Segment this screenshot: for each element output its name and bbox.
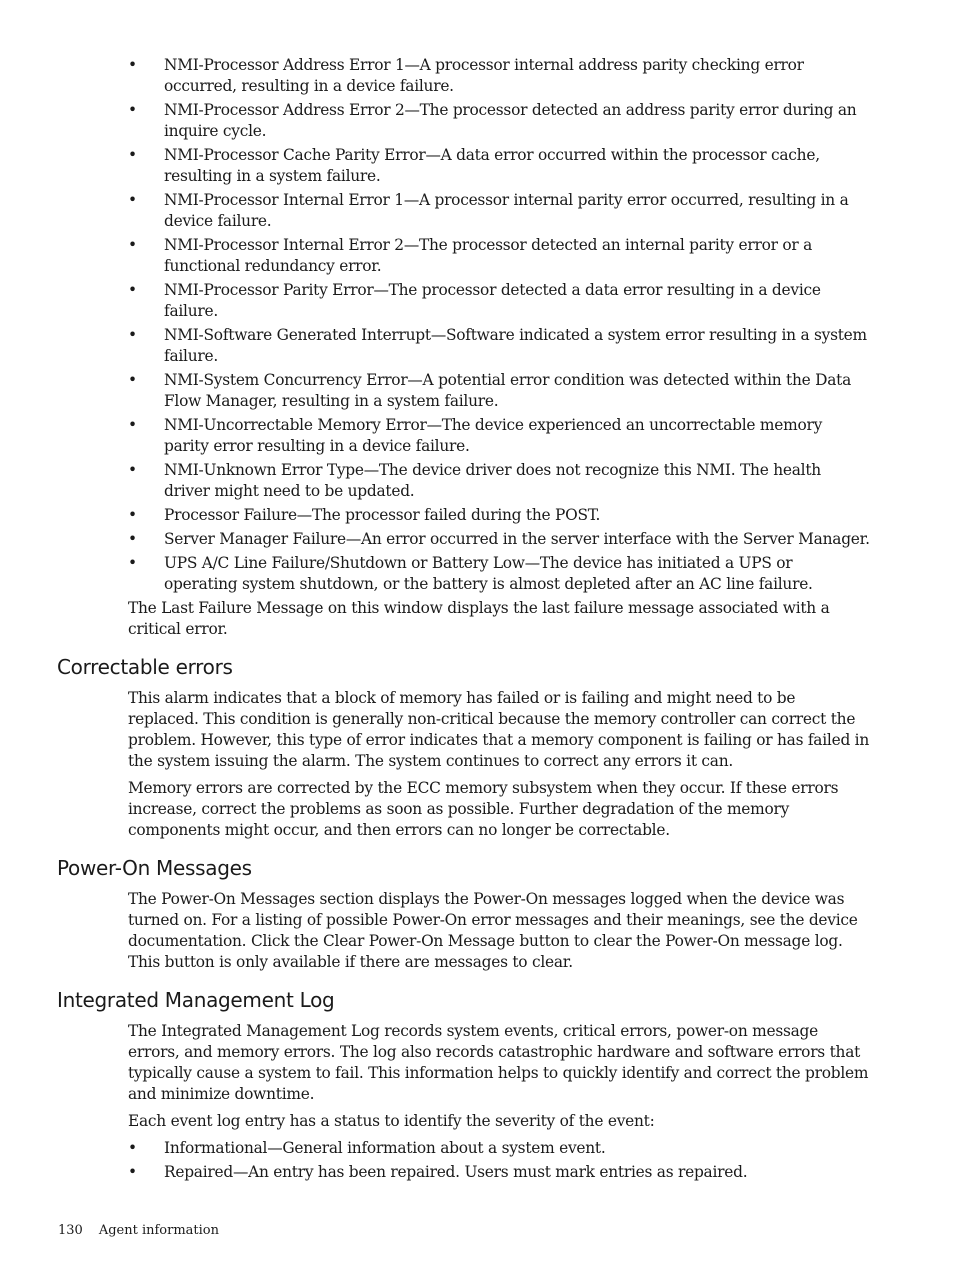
list-item-text: NMI-Software Generated Interrupt—Software indicated a system error resulting in a system failure. [164,326,867,365]
heading-correctable-errors: Correctable errors [57,655,233,679]
iml-paragraph-2: Each event log entry has a status to identify the severity of the event: [128,1112,655,1130]
list-item [128,190,870,232]
list-item [128,1162,870,1183]
list-item [128,235,870,277]
list-item-text: NMI-System Concurrency Error—A potential error condition was detected within the Data Flow Manager, resulting in a system failure. [164,371,852,410]
list-item [128,553,870,595]
page-number: 130 [58,1223,83,1238]
bullet-glyph: • [128,554,137,572]
list-item-text: Processor Failure—The processor failed during the POST. [164,506,601,524]
list-item-text: NMI-Unknown Error Type—The device driver does not recognize this NMI. The health driver might need to be updated. [164,461,821,500]
list-item-text: NMI-Processor Cache Parity Error—A data error occurred within the processor cache, resulting in a system failure. [164,146,820,185]
list-item [128,370,870,412]
list-item [128,415,870,457]
list-item [128,325,870,367]
list-item-text: Repaired—An entry has been repaired. Users must mark entries as repaired. [164,1163,748,1181]
list-item-text: Server Manager Failure—An error occurred in the server interface with the Server Manager. [164,530,870,548]
bullet-glyph: • [128,1163,137,1181]
iml-paragraph-1: The Integrated Management Log records system events, critical errors, power-on message errors, and memory errors. The log also records catastrophic hardware and software errors that typically cause a system to fail. This information helps to quickly identify and correct the problem and minimize downtime. [128,1022,869,1103]
list-item [128,505,870,526]
bullet-glyph: • [128,416,137,434]
list-item-text: NMI-Processor Address Error 1—A processor internal address parity checking error occurred, resulting in a device failure. [164,56,804,95]
last-failure-paragraph: The Last Failure Message on this window displays the last failure message associated with a critical error. [128,599,830,638]
event-status-list [128,1138,870,1183]
list-item [128,100,870,142]
page-footer [58,1222,219,1240]
bullet-glyph: • [128,506,137,524]
correctable-paragraph-2: Memory errors are corrected by the ECC memory subsystem when they occur. If these errors increase, correct the problems as soon as possible. Further degradation of the memory components might occur, and then errors can no longer be correctable. [128,779,839,839]
nmi-error-list [128,55,870,595]
heading-integrated-management-log: Integrated Management Log [57,988,335,1012]
list-item [128,55,870,97]
list-item [128,529,870,550]
bullet-glyph: • [128,101,137,119]
bullet-glyph: • [128,1139,137,1157]
bullet-glyph: • [128,371,137,389]
list-item [128,145,870,187]
list-item-text: NMI-Processor Internal Error 1—A processor internal parity error occurred, resulting in a device failure. [164,191,849,230]
heading-power-on-messages: Power-On Messages [57,856,252,880]
list-item-text: NMI-Processor Internal Error 2—The processor detected an internal parity error or a functional redundancy error. [164,236,813,275]
bullet-glyph: • [128,191,137,209]
bullet-glyph: • [128,56,137,74]
footer-section-title: Agent information [98,1223,220,1238]
correctable-paragraph-1: This alarm indicates that a block of memory has failed or is failing and might need to be replaced. This condition is generally non-critical because the memory controller can correct the problem. However, this type of error indicates that a memory component is failing or has failed in the system issuing the alarm. The system continues to correct any errors it can. [128,689,870,770]
power-on-paragraph: The Power-On Messages section displays the Power-On messages logged when the device was turned on. For a listing of possible Power-On error messages and their meanings, see the device documentation. Click the Clear Power-On Message button to clear the Power-On message log. This button is only available if there are messages to clear. [128,890,858,971]
list-item-text: NMI-Uncorrectable Memory Error—The device experienced an uncorrectable memory parity error resulting in a device failure. [164,416,823,455]
list-item-text: UPS A/C Line Failure/Shutdown or Battery Low—The device has initiated a UPS or operating system shutdown, or the battery is almost depleted after an AC line failure. [164,554,813,593]
bullet-glyph: • [128,461,137,479]
list-item-text: Informational—General information about a system event. [164,1139,606,1157]
list-item-text: NMI-Processor Parity Error—The processor detected a data error resulting in a device failure. [164,281,821,320]
list-item [128,460,870,502]
list-item-text: NMI-Processor Address Error 2—The processor detected an address parity error during an inquire cycle. [164,101,857,140]
bullet-glyph: • [128,281,137,299]
list-item [128,280,870,322]
bullet-glyph: • [128,326,137,344]
bullet-glyph: • [128,146,137,164]
list-item [128,1138,870,1159]
bullet-glyph: • [128,530,137,548]
bullet-glyph: • [128,236,137,254]
page-content [57,55,870,1186]
